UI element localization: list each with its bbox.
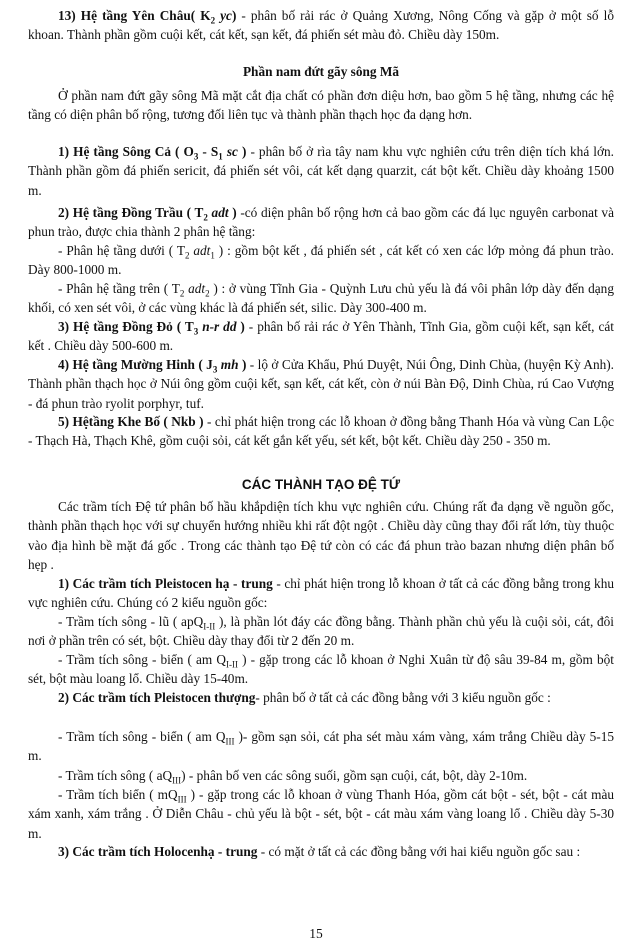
formation-title: 4) Hệ tầng Mường Hinh ( $J_3$ mh ) [58,357,247,375]
section-heading-quaternary: CÁC THÀNH TẠO ĐỆ TỨ [241,477,401,492]
section-title: 1) Các trầm tích Pleistocen hạ - trung [58,576,273,591]
formation-title: 3) Hệ tầng Đồng Đỏ ( $T_3$ n-r dd ) [58,319,245,337]
paragraph-dong-trau-upper: - Phân hệ tầng trên ( $T_2$ adt$_2$ ) : ở vùng Tĩnh Gia - Quỳnh Lưu chủ yếu là đá vôi phân lớp dày đến dạng khối, có xen sét vôi, ở các vùng khác là đá phiến sét, silic. Dày 300-400 m. [28,281,614,316]
paragraph-holocene: 3) Các trầm tích Holocenhạ - trung - có mặt ở tất cả các đồng bằng với hai kiểu nguồn gốc sau : [58,844,581,859]
paragraph-river: - Trầm tích sông ( $aQ_{III}$) - phân bố ven các sông suối, gồm sạn cuội, cát, bột, dày 2-10m. [58,768,528,786]
formation-title: 5) Hệtầng Khe Bố ( Nkb ) [58,414,204,429]
page-number: 15 [309,926,323,941]
paragraph-pleistocene-upper: 2) Các trầm tích Pleistocen thượng- phân bố ở tất cả các đồng bằng với 3 kiểu nguồn gốc : [58,690,551,705]
section-title: 3) Các trầm tích Holocenhạ - trung [58,844,258,859]
paragraph-marine: - Trầm tích biển ( $mQ_{III}$ ) - gặp trong các lỗ khoan ở vùng Thanh Hóa, gồm cát bột - sét, bột - cát màu xám xanh, xám trắng . Ở Diễn Châu - chủ yếu là bột - sét, bột - cát màu xám vàng loang lổ . Chiều dày 5-30 m. [28,787,614,841]
paragraph-song-ca: 1) Hệ tầng Sông Cả ( $O_3 - S_1$ sc ) - phân bố ở rìa tây nam khu vực nghiên cứu trên diện tích khá lớn. Thành phần gồm đá phiến sericit, đá phiến sét vôi, cát kết dạng quarzit, cát bột kết. Chiều dày khoảng 1500 m. [28,144,614,198]
section-heading-south: Phần nam đứt gãy sông Mã [242,64,400,79]
section-title: 2) Các trầm tích Pleistocen thượng [58,690,256,705]
paragraph-river-sea-2: - Trầm tích sông - biển ( am $Q_{III}$ )- gồm sạn sỏi, cát pha sét màu xám vàng, xám trắng Chiều dày 5-15 m. [28,729,614,764]
paragraph-khe-bo: 5) Hệtầng Khe Bố ( Nkb ) - chỉ phát hiện trong các lỗ khoan ở đồng bằng Thanh Hóa và vùng Can Lộc - Thạch Hà, Thạch Khê, gồm cuội sỏi, cát kết gắn kết yếu, sét kết, bột kết. Chiều dày 250 - 350 m. [28,414,614,449]
paragraph-dong-trau: 2) Hệ tầng Đồng Trầu ( $T_2$ adt ) -có diện phân bố rộng hơn cả bao gồm các đá lục nguyên carbonat và phun trào, được chia thành 2 phân hệ tầng: [28,205,614,240]
paragraph-south-intro: Ở phần nam đứt gãy sông Mã mặt cắt địa chất có phần đơn diệu hơn, bao gồm 5 hệ tầng, nhưng các hệ tầng có diện phân bố rộng, tương đối liên tục và thành phần thạch học đa dạng hơn. [28,88,614,123]
paragraph-dong-trau-lower: - Phân hệ tầng dưới ( $T_2$ adt$_1$ ) : gồm bột kết , đá phiến sét , cát kết có xen các lớp mỏng đá phun trào. Dày 800-1000 m. [28,243,614,278]
paragraph-muong-hinh: 4) Hệ tầng Mường Hinh ( $J_3$ mh ) - lộ ở Cửa Khẩu, Phú Duyệt, Núi Ông, Dinh Chùa, (huyện Kỳ Anh). Thành phần thạch học ở Núi ông gồm cuội kết, sạn kết, cát kết, còn ở núi Bàn Độ, Dinh Chùa, rú Cao Vượng - đá phun trào ryolit porphyr, tuf. [28,357,614,411]
formation-title: 2) Hệ tầng Đồng Trầu ( $T_2$ adt ) [58,205,237,223]
formation-title: 1) Hệ tầng Sông Cả ( $O_3 - S_1$ sc ) [58,144,247,162]
paragraph-river-sea-1: - Trầm tích sông - biển ( am $Q_{I-II}$ ) - gặp trong các lỗ khoan ở Nghi Xuân từ độ sâu 39-84 m, gồm bột sét, bột màu loang lổ. Chiều dày 15-40m. [28,652,614,687]
paragraph-dong-do: 3) Hệ tầng Đồng Đỏ ( $T_3$ n-r dd ) - phân bố rải rác ở Yên Thành, Tĩnh Gia, gồm cuội kết, sạn kết, cát kết . Chiều dày 500-600 m. [28,319,614,354]
paragraph-quaternary-intro: Các trầm tích Đệ tứ phân bố hầu khắpdiện tích khu vực nghiên cứu. Chúng rất đa dạng về nguồn gốc, thành phần thạch học với sự chuyển hướng nhiều khi rất đột ngột . Chiều dày cũng thay đổi rất lớn, tùy thuộc vào địa hình bề mặt đá gốc . Trong các thành tạo Đệ tứ còn có các đá phun trào bazan nhưng diện phân bố hẹp . [28,499,614,572]
paragraph-river-flood: - Trầm tích sông - lũ ( apQ$_{I-II}$ ), là phần lót đáy các đồng bằng. Thành phần chủ yếu là cuội sỏi, cát, đôi nơi ở phần trên có sét, bột. Chiều dày thay đổi từ 2 đến 20 m. [28,614,615,649]
formation-title: 13) Hệ tầng Yên Châu( $K_2$ yc) [58,8,237,26]
paragraph-yen-chau: 13) Hệ tầng Yên Châu( $K_2$ yc) - phân bố rải rác ở Quảng Xương, Nông Cống và gặp ở một số lỗ khoan. Thành phần gồm cuội kết, cát kết, sạn kết, đá phiến sét màu đỏ. Chiều dày 150m. [28,8,614,43]
paragraph-pleistocene-lower-middle: 1) Các trầm tích Pleistocen hạ - trung - chỉ phát hiện trong lỗ khoan ở tất cả các đồng bằng trong khu vực nghiên cứu. Chúng có 2 kiểu nguồn gốc: [28,576,614,611]
